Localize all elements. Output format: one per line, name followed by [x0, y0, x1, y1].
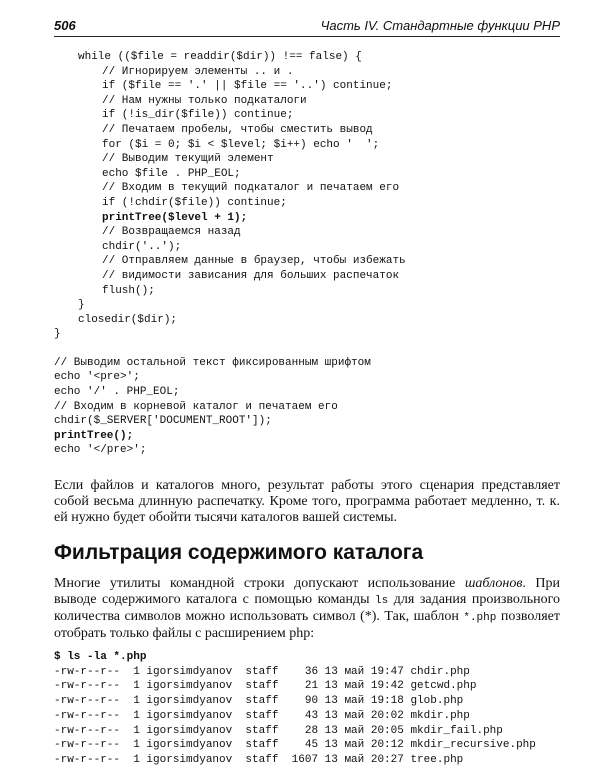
text: позволяет отобрать только файлы с расширением php:: [54, 609, 560, 642]
inline-code: ls: [375, 595, 389, 608]
code-line: if (!is_dir($file)) continue;: [102, 109, 294, 122]
paragraph: Если файлов и каталогов много, результат работы этого сценария представляет собой весьма длинную распечатку. Кроме того, программа работает медленно, т. к. ей нужно будет обойти тысячи каталогов вашей системы.: [54, 478, 560, 526]
code-line: }: [54, 328, 61, 341]
code-line: // Отправляем данные в браузер, чтобы избежать: [102, 255, 406, 268]
terminal-listing: [54, 650, 560, 768]
emphasis: шаблонов: [464, 576, 523, 592]
code-line: }: [78, 299, 85, 312]
code-line: // Игнорируем элементы .. и .: [102, 65, 294, 78]
code-line: echo $file . PHP_EOL;: [102, 167, 241, 180]
code-line: chdir('..');: [102, 240, 182, 253]
code-line: echo '</pre>';: [54, 444, 147, 457]
section-heading: Фильтрация содержимого каталога: [54, 541, 424, 565]
code-line: // Печатаем пробелы, чтобы сместить вывод: [102, 123, 373, 136]
code-line: // Входим в корневой каталог и печатаем его: [54, 400, 338, 413]
code-block-2: [54, 356, 560, 458]
code-line: while (($file = readdir($dir)) !== false) {: [78, 51, 362, 63]
listing-row: -rw-r--r-- 1 igorsimdyanov staff 36 13 май 19:47 chdir.php: [54, 665, 470, 678]
running-header: [54, 16, 560, 37]
text: для задания произвольного количества символов можно использовать символ (*). Так, шаблон: [54, 592, 560, 625]
code-line: echo '/' . PHP_EOL;: [54, 386, 180, 399]
code-line: // видимости зависания для больших распечаток: [102, 269, 400, 282]
code-line: // Входим в текущий подкаталог и печатаем его: [102, 182, 400, 195]
listing-row: -rw-r--r-- 1 igorsimdyanov staff 45 13 май 20:12 mkdir_recursive.php: [54, 739, 536, 752]
code-line: // Выводим текущий элемент: [102, 153, 274, 166]
listing-row: -rw-r--r-- 1 igorsimdyanov staff 43 13 май 20:02 mkdir.php: [54, 709, 470, 722]
listing-row: -rw-r--r-- 1 igorsimdyanov staff 28 13 май 20:05 mkdir_fail.php: [54, 724, 503, 737]
code-line: // Возвращаемся назад: [102, 226, 241, 239]
code-line: for ($i = 0; $i < $level; $i++) echo ' ';: [102, 138, 380, 151]
code-line: closedir($dir);: [78, 313, 178, 326]
page-body: [54, 50, 560, 768]
command-line: $ ls -la *.php: [54, 651, 147, 664]
code-line: if ($file == '.' || $file == '..') continue;: [102, 80, 393, 93]
text: . При выводе содержимого каталога с помощью команды: [54, 576, 560, 608]
code-block-1: [54, 50, 560, 342]
code-line: chdir($_SERVER['DOCUMENT_ROOT']);: [54, 415, 272, 428]
section-title: Часть IV. Стандартные функции PHP: [320, 18, 560, 33]
listing-row: -rw-r--r-- 1 igorsimdyanov staff 90 13 май 19:18 glob.php: [54, 695, 464, 708]
code-line: // Выводим остальной текст фиксированным шрифтом: [54, 356, 371, 369]
paragraph: [54, 576, 560, 642]
code-line: echo '<pre>';: [54, 371, 140, 384]
listing-row: -rw-r--r-- 1 igorsimdyanov staff 1607 13 май 20:27 tree.php: [54, 753, 464, 766]
code-line: printTree($level + 1);: [102, 211, 248, 224]
code-line: printTree();: [54, 429, 134, 442]
code-line: flush();: [102, 284, 155, 297]
code-line: // Нам нужны только подкаталоги: [102, 94, 307, 107]
page-number: 506: [54, 18, 76, 33]
listing-row: -rw-r--r-- 1 igorsimdyanov staff 21 13 май 19:42 getcwd.php: [54, 680, 477, 693]
text: Многие утилиты командной строки допускают использование: [54, 576, 465, 592]
code-line: if (!chdir($file)) continue;: [102, 196, 287, 209]
inline-code: *.php: [463, 612, 497, 625]
